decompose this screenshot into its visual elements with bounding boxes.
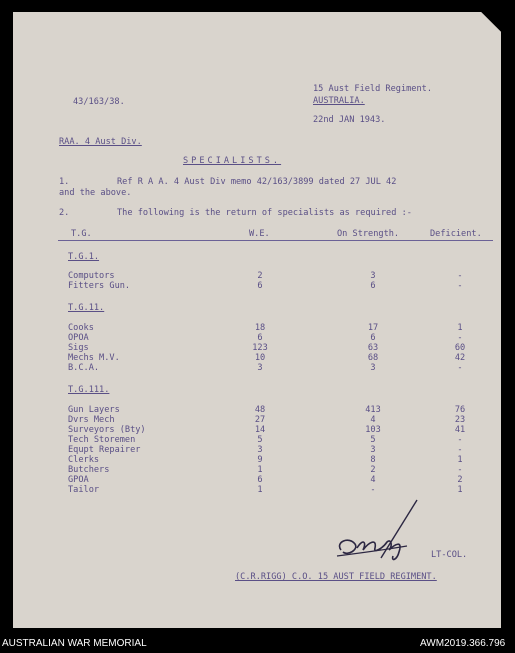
addressee: RAA. 4 Aust Div. <box>59 137 142 147</box>
table-row: Equpt Repairer 3 3 - <box>68 445 463 455</box>
column-header-deficient: Deficient. <box>430 229 482 239</box>
table-row: Surveyors (Bty) 14 103 41 <box>68 425 466 435</box>
table-header <box>13 229 501 239</box>
regiment-name: 15 Aust Field Regiment. <box>313 84 432 94</box>
column-header-on-strength: On Strength. <box>337 229 400 239</box>
group-label-tg1: T.G.1. <box>68 252 100 262</box>
column-header-tg: T.G. <box>71 229 92 239</box>
paragraph-1-number: 1. <box>59 177 70 187</box>
paragraph-2-number: 2. <box>59 208 70 218</box>
table-row: Mechs M.V. 10 68 42 <box>68 353 466 363</box>
footer-institution: AUSTRALIAN WAR MEMORIAL <box>2 638 147 649</box>
folded-corner <box>481 12 501 32</box>
table-row: Cooks 18 17 1 <box>68 323 463 333</box>
paragraph-1-line-2: and the above. <box>59 188 132 198</box>
document-date: 22nd JAN 1943. <box>313 115 386 125</box>
table-header-rule <box>58 240 493 241</box>
signatory-rank: LT-COL. <box>431 550 468 560</box>
footer-catalogue-id: AWM2019.366.796 <box>420 638 506 649</box>
table-row: Fitters Gun. 6 6 - <box>68 281 463 291</box>
country: AUSTRALIA. <box>313 96 365 106</box>
table-row: Sigs 123 63 60 <box>68 343 466 353</box>
table-row: Tailor 1 - 1 <box>68 485 463 495</box>
table-row: Gun Layers 48 413 76 <box>68 405 466 415</box>
handwritten-signature <box>333 498 423 566</box>
column-header-we: W.E. <box>249 229 270 239</box>
table-row: Dvrs Mech 27 4 23 <box>68 415 466 425</box>
signatory-name-and-title: (C.R.RIGG) C.O. 15 AUST FIELD REGIMENT. <box>235 572 437 582</box>
table-row: OPOA 6 6 - <box>68 333 463 343</box>
reference-number: 43/163/38. <box>73 97 125 107</box>
table-row: GPOA 6 4 2 <box>68 475 463 485</box>
group-label-tg111: T.G.111. <box>68 385 110 395</box>
table-row: Computors 2 3 - <box>68 271 463 281</box>
document-title: SPECIALISTS. <box>183 156 282 166</box>
table-row: B.C.A. 3 3 - <box>68 363 463 373</box>
table-row: Clerks 9 8 1 <box>68 455 463 465</box>
table-row: Butchers 1 2 - <box>68 465 463 475</box>
paragraph-1-line-1: Ref R A A. 4 Aust Div memo 42/163/3899 dated 27 JUL 42 <box>117 177 397 187</box>
table-row: Tech Storemen 5 5 - <box>68 435 463 445</box>
footer-bar <box>0 635 515 653</box>
group-label-tg11: T.G.11. <box>68 303 105 313</box>
document-page <box>13 12 501 628</box>
paragraph-2-text: The following is the return of specialists as required :- <box>117 208 412 218</box>
